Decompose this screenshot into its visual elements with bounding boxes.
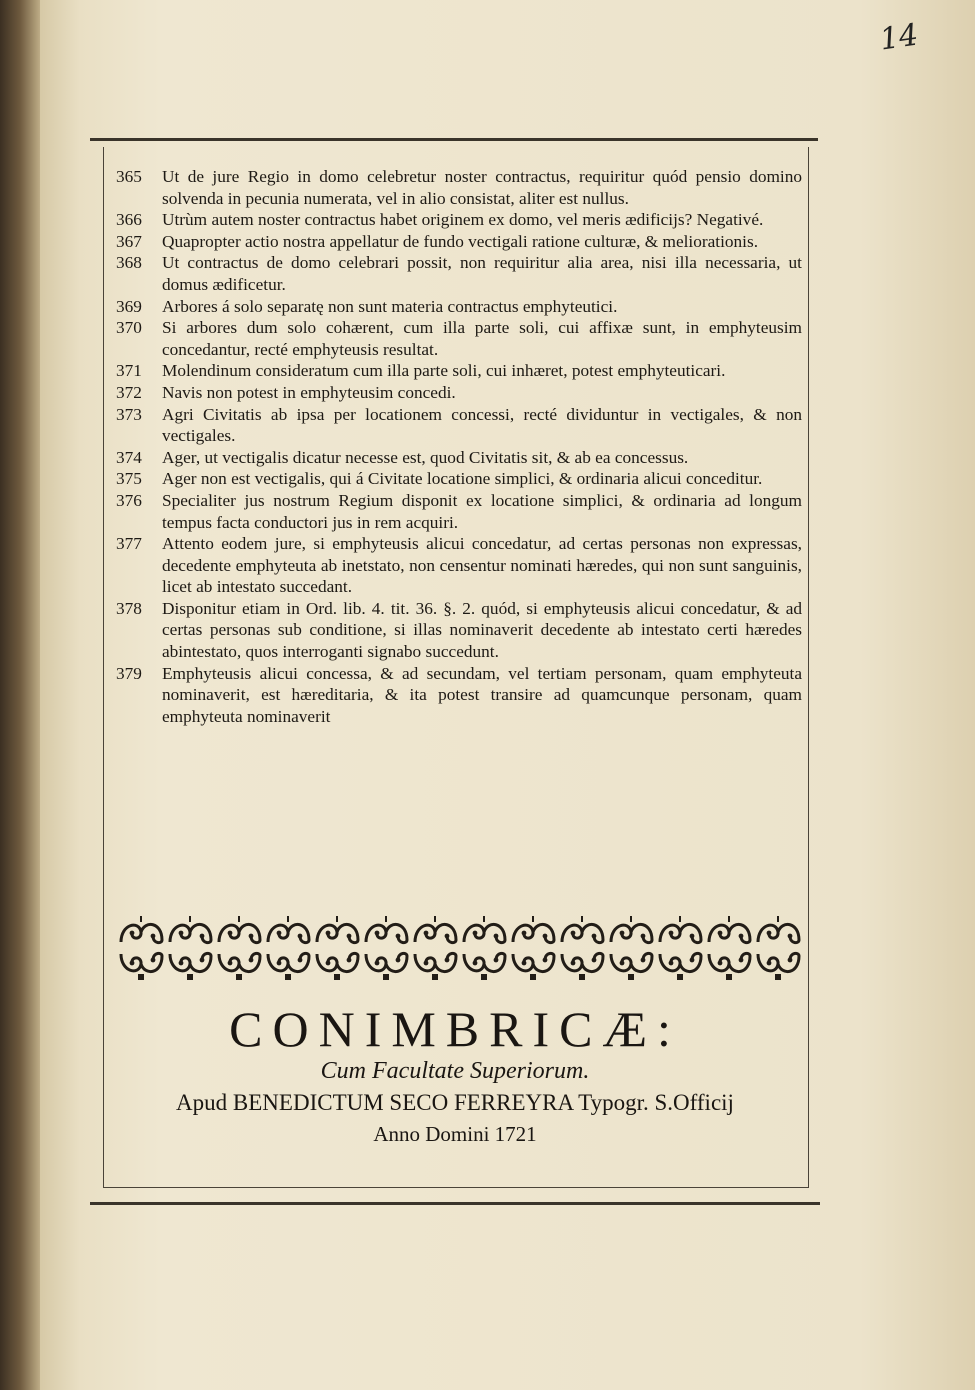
- entry: [112, 447, 802, 469]
- imprint-place: CONIMBRICÆ:: [229, 1001, 681, 1057]
- entry: [112, 490, 802, 533]
- entry-number: 376: [116, 490, 142, 510]
- entry: [112, 404, 802, 447]
- entry: [112, 663, 802, 728]
- entry-text: Quapropter actio nostra appellatur de fundo vectigali ratione culturæ, & meliorationis.: [162, 231, 759, 251]
- top-rule: [90, 138, 818, 141]
- entry-number: 374: [116, 447, 142, 467]
- entry-text: Disponitur etiam in Ord. lib. 4. tit. 36. §. 2. quód, si emphyteusis alicui concedatur, & ad certas personas sub conditione, si illas nominaverit decedente ab intestato certi hæredes abintestato, quos interroganti signabo succedunt.: [162, 598, 802, 662]
- entry-text: Emphyteusis alicui concessa, & ad secundam, vel tertiam personam, quam emphyteuta nominaverit, est hæreditaria, & ita potest transire ad quamcunque personam, quam emphyteuta nominaverit: [162, 663, 802, 726]
- entry-text: Ut contractus de domo celebrari possit, non requiritur alia area, nisi illa necessaria, ut domus ædificetur.: [162, 253, 802, 294]
- entry: [112, 231, 802, 253]
- entry-number: 372: [116, 382, 142, 402]
- entry-number: 368: [116, 253, 142, 273]
- entry: [112, 468, 802, 490]
- imprint-permission: Cum Facultate Superiorum.: [320, 1058, 590, 1084]
- entry-text: Attento eodem jure, si emphyteusis alicui concedatur, ad certas personas non expressas, decedente emphyteuta ab inetstato, non censentur nominati hæredes, qui non sunt sanguinis, licet ab intestato succedant.: [162, 534, 802, 597]
- entry: [112, 598, 802, 663]
- entry: [112, 166, 802, 209]
- entry-number: 369: [116, 296, 142, 316]
- entry-number: 367: [116, 231, 142, 251]
- ornamental-border: [117, 914, 803, 986]
- entry-number: 379: [116, 663, 142, 683]
- entry: [112, 382, 802, 404]
- entry-number: 370: [116, 318, 142, 338]
- entry-text: Ager non est vectigalis, qui á Civitate locatione simplici, & ordinaria alicui conceditur.: [162, 469, 763, 489]
- entry-number: 365: [116, 167, 142, 186]
- entry: [112, 209, 802, 231]
- entry-text: Agri Civitatis ab ipsa per locationem concessi, recté dividuntur in vectigales, & non vectigales.: [162, 404, 802, 446]
- entry: [112, 533, 802, 598]
- imprint-date: Anno Domini 1721: [373, 1122, 537, 1146]
- entry-number: 378: [116, 598, 142, 618]
- entry: [112, 296, 802, 318]
- entry-text: Ager, ut vectigalis dicatur necesse est, quod Civitatis sit, & ab ea concessus.: [162, 447, 689, 467]
- entry-text: Molendinum consideratum cum illa parte soli, cui inhæret, potest emphyteuticari.: [162, 361, 726, 381]
- entry: [112, 360, 802, 382]
- entry: [112, 252, 802, 295]
- entry-number: 371: [116, 361, 142, 381]
- entry-text: Specialiter jus nostrum Regium disponit ex locatione simplici, & ordinaria ad longum tempus facta conductori jus in rem acquiri.: [162, 490, 802, 532]
- entry-text: Utrùm autem noster contractus habet originem ex domo, vel meris ædificijs? Negativé.: [162, 210, 764, 230]
- entry-number: 377: [116, 534, 142, 554]
- folio-number: 14: [877, 17, 921, 58]
- bottom-rule: [90, 1202, 820, 1205]
- entry-text: Si arbores dum solo cohærent, cum illa parte soli, cui affixæ sunt, in emphyteusim concedantur, recté emphyteusis resultat.: [162, 318, 802, 359]
- entry-number: 373: [116, 404, 142, 424]
- index-entries: [112, 166, 802, 727]
- entry-number: 366: [116, 210, 142, 230]
- entry-text: Navis non potest in emphyteusim concedi.: [162, 382, 456, 402]
- entry: [112, 317, 802, 360]
- entry-number: 375: [116, 469, 142, 489]
- entry-text: Arbores á solo separatę non sunt materia contractus emphyteutici.: [162, 296, 618, 316]
- entry-text: Ut de jure Regio in domo celebretur noster contractus, requiritur quód pensio domino solvenda in pecunia numerata, vel in alio consistat, aliter est nullus.: [162, 167, 802, 208]
- imprint-printer: Apud BENEDICTUM SECO FERREYRA Typogr. S.Officij: [176, 1090, 734, 1115]
